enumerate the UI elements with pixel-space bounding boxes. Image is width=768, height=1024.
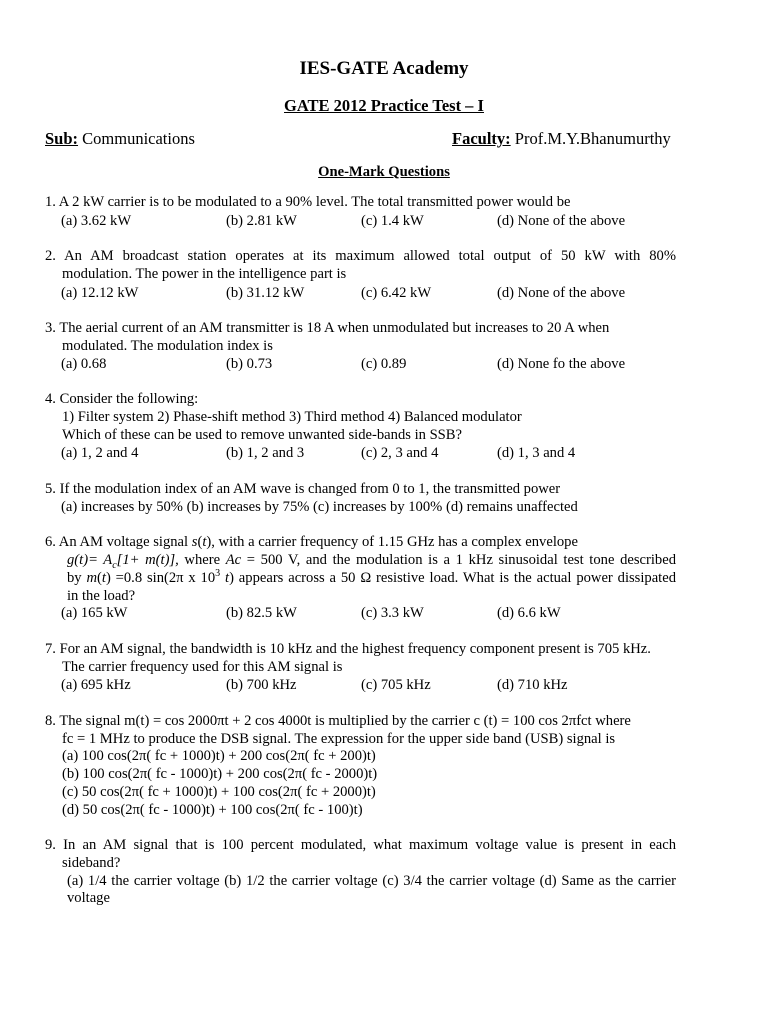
- question-4-stem-line-1: 4. Consider the following:: [45, 391, 199, 407]
- faculty-line: [452, 130, 671, 148]
- q6-var-t: t: [220, 570, 230, 586]
- question-4-option-a: (a) 1, 2 and 4: [61, 445, 139, 461]
- question-2-option-a: (a) 12.12 kW: [61, 285, 139, 301]
- q6-text: 6. An AM voltage signal: [45, 534, 192, 550]
- question-7-option-b: (b) 700 kHz: [226, 677, 297, 693]
- q6-text: = 500 V, and the modulation is a 1 kHz sinusoidal test tone described: [241, 552, 676, 568]
- question-9-options-line-1: (a) 1/4 the carrier voltage (b) 1/2 the carrier voltage (c) 3/4 the carrier voltage (d) Same as the carrier: [67, 873, 676, 889]
- subject-line: [45, 130, 195, 148]
- q6-var-t: t: [101, 570, 106, 586]
- q6-var-m: m: [86, 570, 97, 586]
- question-9-stem-line-2: sideband?: [62, 855, 121, 871]
- question-1-option-b: (b) 2.81 kW: [226, 213, 297, 229]
- faculty-label: Faculty:: [452, 129, 511, 148]
- subject-label: Sub:: [45, 129, 79, 148]
- q6-var-ac: Ac: [225, 552, 242, 568]
- question-8-stem-line-1: 8. The signal m(t) = cos 2000πt + 2 cos 4000t is multiplied by the carrier c (t) = 100 cos 2πfct where: [45, 713, 631, 729]
- question-7-stem-line-2: The carrier frequency used for this AM signal is: [62, 659, 343, 675]
- question-1-option-d: (d) None of the above: [497, 213, 626, 229]
- question-6-stem-line-4: in the load?: [67, 588, 136, 604]
- question-4-stem-line-2: 1) Filter system 2) Phase-shift method 3) Third method 4) Balanced modulator: [62, 409, 522, 425]
- question-4-stem-line-3: Which of these can be used to remove unwanted side-bands in SSB?: [62, 427, 463, 443]
- question-9-stem-line-1: 9. In an AM signal that is 100 percent modulated, what maximum voltage value is present in each: [45, 837, 676, 853]
- q6-var-s: s: [191, 534, 198, 550]
- question-4-option-b: (b) 1, 2 and 3: [226, 445, 305, 461]
- question-2-option-b: (b) 31.12 kW: [226, 285, 305, 301]
- question-8-option-c: (c) 50 cos(2π( fc + 1000)t) + 100 cos(2π( fc + 2000)t): [62, 784, 376, 800]
- question-2-stem-line-1: 2. An AM broadcast station operates at its maximum allowed total output of 50 kW with 80%: [45, 248, 676, 264]
- question-3-option-d: (d) None fo the above: [497, 356, 626, 372]
- question-1-option-c: (c) 1.4 kW: [361, 213, 424, 229]
- question-7-option-c: (c) 705 kHz: [361, 677, 431, 693]
- faculty-value: Prof.M.Y.Bhanumurthy: [514, 129, 671, 148]
- question-8-option-b: (b) 100 cos(2π( fc - 1000)t) + 200 cos(2π( fc - 2000)t): [62, 766, 378, 782]
- q6-text: (: [97, 570, 102, 586]
- question-5-stem: 5. If the modulation index of an AM wave is changed from 0 to 1, the transmitted power: [45, 481, 561, 497]
- question-8-stem-line-2: fc = 1 MHz to produce the DSB signal. The expression for the upper side band (USB) signal is: [62, 731, 616, 747]
- q6-text: where: [178, 552, 226, 568]
- question-3-option-a: (a) 0.68: [61, 356, 107, 372]
- question-4-option-c: (c) 2, 3 and 4: [361, 445, 439, 461]
- question-2-stem-line-2: modulation. The power in the intelligence part is: [62, 266, 347, 282]
- question-3-stem-line-2: modulated. The modulation index is: [62, 338, 273, 354]
- q6-text: ) appears across a 50 Ω resistive load. What is the actual power dissipated: [229, 570, 677, 586]
- question-6-option-a: (a) 165 kW: [61, 605, 128, 621]
- question-5-options: (a) increases by 50% (b) increases by 75% (c) increases by 100% (d) remains unaffected: [61, 499, 578, 515]
- q6-text: ) =0.8 sin(2π x 10: [105, 570, 216, 586]
- question-2-option-d: (d) None of the above: [497, 285, 626, 301]
- q6-exponent: 3: [215, 568, 221, 580]
- question-3-option-c: (c) 0.89: [361, 356, 407, 372]
- question-6-option-c: (c) 3.3 kW: [361, 605, 424, 621]
- question-6-option-d: (d) 6.6 kW: [497, 605, 561, 621]
- question-2-option-c: (c) 6.42 kW: [361, 285, 432, 301]
- question-9-options-line-2: voltage: [67, 890, 110, 906]
- question-1-option-a: (a) 3.62 kW: [61, 213, 132, 229]
- question-6-stem-line-2: [67, 551, 676, 569]
- question-7-option-a: (a) 695 kHz: [61, 677, 131, 693]
- question-6-option-b: (b) 82.5 kW: [226, 605, 297, 621]
- question-7-option-d: (d) 710 kHz: [497, 677, 568, 693]
- question-6-stem-line-1: [45, 533, 578, 551]
- question-8-option-d: (d) 50 cos(2π( fc - 1000)t) + 100 cos(2π( fc - 100)t): [62, 802, 363, 818]
- q6-envelope: g(t)= A: [67, 552, 113, 568]
- q6-envelope-rest: [1+ m(t)],: [116, 552, 179, 568]
- question-3-stem-line-1: 3. The aerial current of an AM transmitter is 18 A when unmodulated but increases to 20 A when: [45, 320, 610, 336]
- q6-text: (: [197, 534, 203, 550]
- question-6-stem-line-3: [67, 569, 676, 587]
- q6-text: by: [67, 570, 87, 586]
- question-3-option-b: (b) 0.73: [226, 356, 273, 372]
- subject-value: Communications: [82, 129, 195, 148]
- question-1-stem: 1. A 2 kW carrier is to be modulated to a 90% level. The total transmitted power would be: [45, 194, 571, 210]
- section-heading: One-Mark Questions: [318, 164, 450, 180]
- q6-text: ), with a carrier frequency of 1.15 GHz has a complex envelope: [206, 534, 578, 550]
- question-8-option-a: (a) 100 cos(2π( fc + 1000)t) + 200 cos(2π( fc + 200)t): [62, 748, 376, 764]
- academy-title: IES-GATE Academy: [299, 58, 469, 79]
- question-4-option-d: (d) 1, 3 and 4: [497, 445, 576, 461]
- q6-sub-c: c: [112, 559, 117, 571]
- question-7-stem-line-1: 7. For an AM signal, the bandwidth is 10 kHz and the highest frequency component present is 705 kHz.: [45, 641, 651, 657]
- q6-var-t: t: [202, 534, 207, 550]
- test-title: GATE 2012 Practice Test – I: [284, 96, 484, 115]
